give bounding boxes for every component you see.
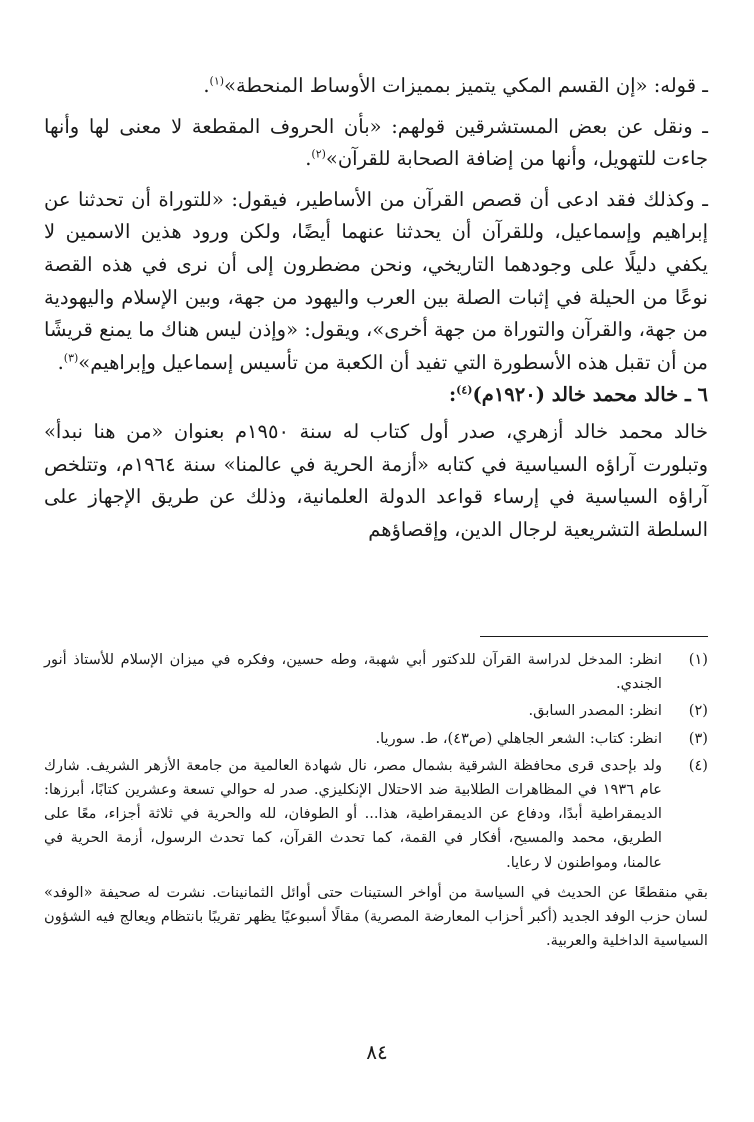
section-heading (44, 379, 708, 412)
paragraph-stories (44, 184, 708, 380)
footnote (44, 754, 708, 875)
footnote (44, 727, 708, 751)
footnote-text: انظر: كتاب: الشعر الجاهلي (ص٤٣)، ط. سوريا. (375, 729, 662, 747)
punctuation: . (305, 147, 312, 171)
paragraph-text: ـ قوله: «إن القسم المكي يتميز بمميزات الأوساط المنحطة» (224, 74, 708, 97)
footnotes (44, 648, 708, 953)
footnote-ref: (١) (209, 74, 225, 88)
punctuation: . (57, 350, 64, 374)
punctuation: : (448, 383, 457, 407)
paragraph-text: ـ ونقل عن بعض المستشرقين قولهم: «بأن الحروف المقطعة لا معنى لها وأنها جاءت للتهويل، وأنها من إضافة الصحابة للقرآن» (44, 114, 708, 171)
paragraph-quote-meccan (44, 70, 708, 103)
footnote-ref: (٣) (63, 351, 79, 365)
footnote-number: (٤) (688, 756, 708, 774)
footnote-number: (٣) (688, 729, 708, 747)
footnote-number: (١) (688, 651, 708, 668)
footnote (44, 648, 708, 696)
footnote-ref: (٢) (311, 147, 326, 161)
footnote-separator (480, 636, 708, 637)
main-text (44, 70, 708, 546)
footnote-text: انظر: المصدر السابق. (528, 702, 662, 720)
footnote-text: ولد بإحدى قرى محافظة الشرقية بشمال مصر، نال شهادة العالمية من جامعة الأزهر الشريف. شارك عام ١٩٣٦ في المظاهرات الطلابية ضد الاحتلال الإنكليزي. صدر له حوالي تسعة وعشرين كتابًا، أبرزها: الديمقراطية أبدًا، ودفاع عن الديمقراطية، هذا... أو الطوفان، لله والحرية في ثلاثة أجزاء، معًا على الطريق، محمد والمسيح، أفكار في القمة، كما تحدث القرآن، كما تحدث الرسول، أزمة الحرية في عالمنا، ومواطنون لا رعايا. (44, 756, 662, 871)
footnote-text: انظر: المدخل لدراسة القرآن للدكتور أبي شهبة، وطه حسين، وفكره في ميزان الإسلام للأستاذ أنور الجندي. (44, 651, 662, 693)
punctuation: . (203, 74, 210, 97)
paragraph-text: خالد محمد خالد أزهري، صدر أول كتاب له سنة ١٩٥٠م بعنوان «من هنا نبدأ» وتبلورت آراؤه السياسية في كتابه «أزمة الحرية في عالمنا» سنة ١٩٦٤م، وتتلخص آراؤه السياسية في إرساء قواعد الدولة العلمانية، وذلك عن طريق الإجهاز على السلطة التشريعية لرجال الدين، وإقصاؤهم (44, 419, 709, 541)
paragraph-orientalists (44, 111, 708, 176)
page-number: ٨٤ (366, 1040, 388, 1064)
footnote-continuation: بقي منقطعًا عن الحديث في السياسة من أواخر الستينات حتى أوائل الثمانينات. نشرت له صحيفة «الوفد» لسان حزب الوفد الجديد (أكبر أحزاب المعارضة المصرية) مقالًا أسبوعيًا يظهر تقريبًا بانتظام ويعالج فيه الشؤون السياسية الداخلية والعربية. (44, 883, 708, 950)
paragraph-khalid (44, 416, 708, 546)
footnote (44, 699, 708, 723)
paragraph-text: ـ وكذلك فقد ادعى أن قصص القرآن من الأساطير، فيقول: «للتوراة أن تحدثنا عن إبراهيم وإسماعيل، وللقرآن أن يحدثنا عنهما أيضًا، ولكن ورود هذين الاسمين لا يكفي دليلًا على وجودهما التاريخي، ونحن مضطرون إلى أن نرى في هذه القصة نوعًا من الحيلة في إثبات الصلة بين العرب واليهود من جهة، وبين الإسلام واليهودية من جهة، والقرآن والتوراة من جهة أخرى»، ويقول: «وإذن ليس هناك ما يمنع قريشًا من أن تقبل هذه الأسطورة التي تفيد أن الكعبة من تأسيس إسماعيل وإبراهيم» (44, 187, 708, 374)
footnote-number: (٢) (688, 702, 708, 720)
footnote-ref: (٤) (456, 383, 473, 397)
heading-text: ٦ ـ خالد محمد خالد (١٩٢٠م) (472, 383, 708, 407)
